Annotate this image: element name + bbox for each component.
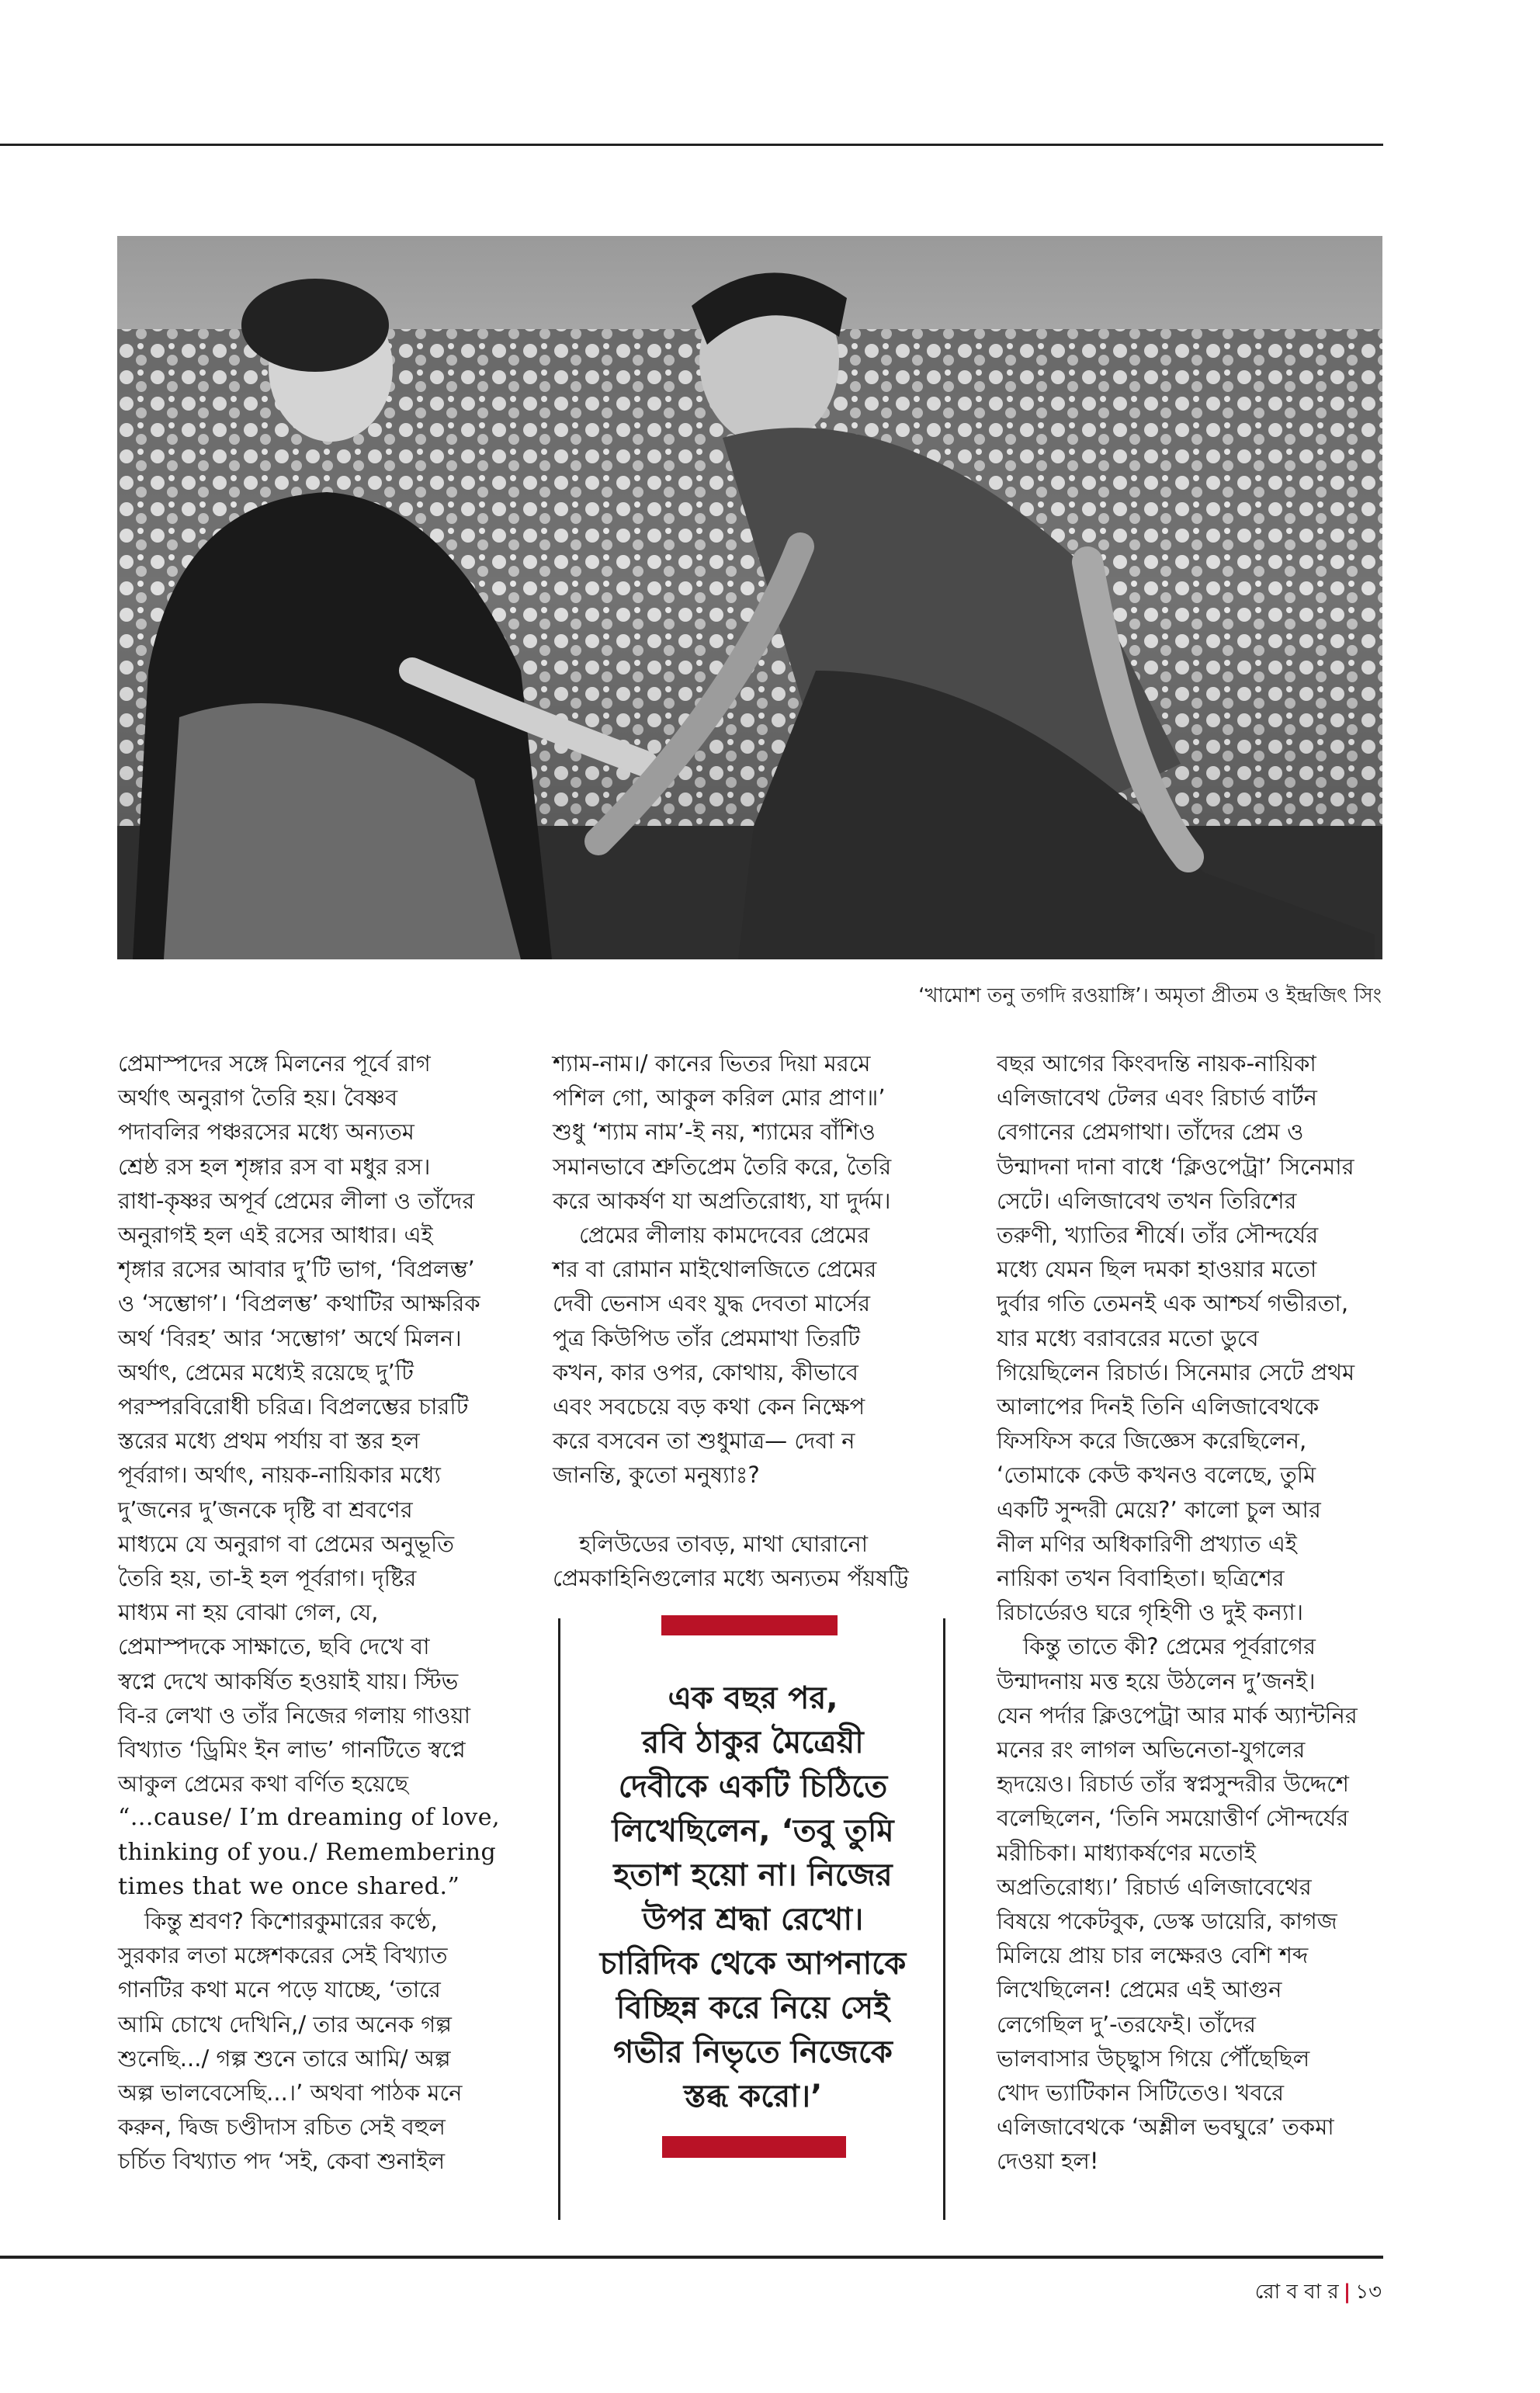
article-text-line: শ্রেষ্ঠ রস হল শৃঙ্গার রস বা মধুর রস।: [118, 1153, 431, 1180]
photo-caption: ‘খামোশ তনু তগদি রওয়াঙ্গি’। অমৃতা প্রীতম ও ইন্দ্রজিৎ সিং: [918, 984, 1382, 1007]
footer-separator: |: [1343, 2280, 1351, 2304]
article-text-line: দু’জনের দু’জনকে দৃষ্টি বা শ্রবণের: [118, 1496, 413, 1523]
article-text-line: দুর্বার গতি তেমনই এক আশ্চর্য গভীরতা,: [997, 1290, 1349, 1317]
article-text-line: অপ্রতিরোধ্য।’ রিচার্ড এলিজাবেথের: [997, 1873, 1312, 1900]
photo-couple-in-flower-field: [117, 236, 1382, 959]
article-text-line: পূর্বরাগ। অর্থাৎ, নায়ক-নায়িকার মধ্যে: [118, 1462, 441, 1489]
article-text-line: মাধ্যমে যে অনুরাগ বা প্রেমের অনুভূতি: [118, 1530, 455, 1557]
article-text-line: উন্মাদনায় মত্ত হয়ে উঠলেন দু’জনই।: [997, 1667, 1316, 1694]
article-text-line: রাধা-কৃষ্ণর অপূর্ব প্রেমের লীলা ও তাঁদের: [118, 1187, 475, 1214]
article-text-line: প্রেমাস্পদের সঙ্গে মিলনের পূর্বে রাগ: [118, 1050, 431, 1077]
article-text-line: কিন্তু শ্রবণ? কিশোরকুমারের কণ্ঠে,: [144, 1908, 438, 1934]
article-text-line: অল্প ভালবেসেছি...।’ অথবা পাঠক মনে: [118, 2079, 463, 2106]
pull-quote-line: স্তব্ধ করো।’: [683, 2079, 823, 2114]
article-text-line: বিষয়ে পকেটবুক, ডেস্ক ডায়েরি, কাগজ: [997, 1908, 1337, 1934]
magazine-name: রো ব বা র: [1254, 2280, 1339, 2304]
article-text-line: গানটির কথা মনে পড়ে যাচ্ছে, ‘তারে: [118, 1976, 441, 2003]
article-text-line: যার মধ্যে বরাবরের মতো ডুবে: [997, 1324, 1259, 1351]
article-text-line: এবং সবচেয়ে বড় কথা কেন নিক্ষেপ: [553, 1393, 865, 1420]
article-text-line: ভালবাসার উচ্ছ্বাস গিয়ে পৌঁছেছিল: [997, 2044, 1310, 2072]
article-text-line: এলিজাবেথ টেলর এবং রিচার্ড বার্টন: [997, 1084, 1317, 1112]
pull-quote-top-bar: [661, 1615, 838, 1635]
pull-quote-bottom-bar: [662, 2136, 846, 2158]
article-text-line: শুনেছি.../ গল্প শুনে তারে আমি/ অল্প: [118, 2044, 451, 2072]
article-text-line: হৃদয়েও। রিচার্ড তাঁর স্বপ্নসুন্দরীর উদ্দেশে: [997, 1770, 1349, 1798]
article-text-line: বছর আগের কিংবদন্তি নায়ক-নায়িকা: [997, 1050, 1316, 1077]
article-text-line: সেটে। এলিজাবেথ তখন তিরিশের: [997, 1187, 1297, 1214]
article-text-line: thinking of you./ Remembering: [118, 1838, 497, 1866]
column-divider: [943, 1618, 945, 2220]
article-text-line: তৈরি হয়, তা-ই হল পূর্বরাগ। দৃষ্টির: [118, 1565, 417, 1591]
pull-quote-line: দেবীকে একটি চিঠিতে: [618, 1769, 888, 1805]
article-text-line: করে বসবেন তা শুধুমাত্র— দেবা ন: [553, 1427, 855, 1455]
article-text-line: অনুরাগই হল এই রসের আধার। এই: [118, 1222, 433, 1248]
page-number: ১৩: [1355, 2280, 1382, 2304]
article-text-line: আকুল প্রেমের কথা বর্ণিত হয়েছে: [118, 1770, 409, 1798]
article-text-line: শর বা রোমান মাইথোলজিতে প্রেমের: [553, 1256, 877, 1283]
article-text-line: পদাবলির পঞ্চরসের মধ্যে অন্যতম: [118, 1118, 414, 1146]
column-divider: [558, 1618, 560, 2220]
article-text-line: বলেছিলেন, ‘তিনি সময়োত্তীর্ণ সৌন্দর্যের: [997, 1805, 1349, 1832]
article-text-line: ‘তোমাকে কেউ কখনও বলেছে, তুমি: [997, 1462, 1316, 1489]
article-text-line: রিচার্ডেরও ঘরে গৃহিণী ও দুই কন্যা।: [997, 1599, 1304, 1626]
article-text-line: লেগেছিল দু’-তরফেই। তাঁদের: [997, 2010, 1256, 2038]
article-text-line: অর্থ ‘বিরহ’ আর ‘সম্ভোগ’ অর্থে মিলন।: [118, 1324, 462, 1351]
article-text-line: নীল মণির অধিকারিণী প্রখ্যাত এই: [997, 1530, 1297, 1557]
pull-quote-line: লিখেছিলেন, ‘তবু তুমি: [612, 1813, 894, 1849]
article-text-line: গিয়েছিলেন রিচার্ড। সিনেমার সেটে প্রথম: [997, 1358, 1355, 1386]
article-text-line: নায়িকা তখন বিবাহিতা। ছত্রিশের: [997, 1565, 1285, 1591]
article-text-line: মনের রং লাগল অভিনেতা-যুগলের: [997, 1736, 1306, 1763]
article-text-line: শৃঙ্গার রসের আবার দু’টি ভাগ, ‘বিপ্রলম্ভ’: [118, 1256, 475, 1283]
article-text-line: চর্চিত বিখ্যাত পদ ‘সই, কেবা শুনাইল: [118, 2148, 446, 2175]
article-text-line: times that we once shared.”: [118, 1872, 460, 1900]
article-text-line: দেবী ভেনাস এবং যুদ্ধ দেবতা মার্সের: [553, 1290, 871, 1317]
article-text-line: জানন্তি, কুতো মনুষ্যাঃ?: [553, 1462, 760, 1489]
article-text-line: যেন পর্দার ক্লিওপেট্রা আর মার্ক অ্যান্টনির: [997, 1701, 1358, 1729]
article-text-line: স্বপ্নে দেখে আকর্ষিত হওয়াই যায়। স্টিভ: [118, 1667, 459, 1694]
article-text-line: অর্থাৎ, প্রেমের মধ্যেই রয়েছে দু’টি: [118, 1358, 414, 1386]
bottom-rule: [0, 2256, 1383, 2259]
article-text-line: সুরকার লতা মঙ্গেশকরের সেই বিখ্যাত: [118, 1942, 448, 1969]
pull-quote-line: এক বছর পর,: [668, 1680, 838, 1716]
article-text-line: হলিউডের তাবড়, মাথা ঘোরানো: [579, 1530, 869, 1557]
article-text-line: ফিসফিস করে জিজ্ঞেস করেছিলেন,: [997, 1427, 1307, 1455]
pull-quote: [571, 1677, 935, 2119]
article-text-line: মরীচিকা। মাধ্যাকর্ষণের মতোই: [997, 1839, 1256, 1866]
page-footer: [1255, 2276, 1382, 2310]
article-text-line: “...cause/ I’m dreaming of love,: [118, 1804, 501, 1832]
article-text-line: কখন, কার ওপর, কোথায়, কীভাবে: [553, 1358, 858, 1386]
article-text-line: পশিল গো, আকুল করিল মোর প্রাণ॥’: [553, 1084, 886, 1112]
article-text-line: উন্মাদনা দানা বাধে ‘ক্লিওপেট্রা’ সিনেমার: [997, 1153, 1354, 1180]
article-text-line: তরুণী, খ্যাতির শীর্ষে। তাঁর সৌন্দর্যের: [997, 1222, 1319, 1248]
article-text-line: করুন, দ্বিজ চণ্ডীদাস রচিত সেই বহুল: [118, 2114, 446, 2141]
article-text-line: করে আকর্ষণ যা অপ্রতিরোধ্য, যা দুর্দম।: [553, 1187, 891, 1214]
article-text-line: বেগানের প্রেমগাথা। তাঁদের প্রেম ও: [997, 1118, 1304, 1146]
article-text-line: শুধু ‘শ্যাম নাম’-ই নয়, শ্যামের বাঁশিও: [553, 1118, 876, 1146]
article-text-line: মধ্যে যেমন ছিল দমকা হাওয়ার মতো: [997, 1256, 1317, 1283]
pull-quote-line: বিচ্ছিন্ন করে নিয়ে সেই: [616, 1990, 890, 2026]
article-text-line: মিলিয়ে প্রায় চার লক্ষেরও বেশি শব্দ: [997, 1942, 1309, 1969]
article-text-line: পরস্পরবিরোধী চরিত্র। বিপ্রলম্ভের চারটি: [118, 1393, 469, 1420]
pull-quote-line: গভীর নিভৃতে নিজেকে: [613, 2034, 893, 2070]
article-text-line: দেওয়া হল!: [997, 2148, 1099, 2175]
pull-quote-line: উপর শ্রদ্ধা রেখো।: [642, 1902, 864, 1937]
article-text-line: প্রেমকাহিনিগুলোর মধ্যে অন্যতম পঁয়ষট্টি: [553, 1565, 909, 1591]
article-text-line: খোদ ভ্যাটিকান সিটিতেও। খবরে: [997, 2079, 1285, 2106]
article-text-line: একটি সুন্দরী মেয়ে?’ কালো চুল আর: [997, 1496, 1321, 1523]
article-text-line: এলিজাবেথকে ‘অশ্লীল ভবঘুরে’ তকমা: [997, 2114, 1334, 2141]
top-rule: [0, 144, 1383, 146]
pull-quote-line: চারিদিক থেকে আপনাকে: [599, 1946, 907, 1982]
article-text-line: আলাপের দিনই তিনি এলিজাবেথকে: [997, 1393, 1320, 1420]
article-text-line: মাধ্যম না হয় বোঝা গেল, যে,: [118, 1599, 379, 1626]
article-text-line: আমি চোখে দেখিনি,/ তার অনেক গল্প: [118, 2010, 452, 2038]
article-text-line: স্তরের মধ্যে প্রথম পর্যায় বা স্তর হল: [118, 1427, 420, 1455]
pull-quote-line: হতাশ হয়ো না। নিজের: [613, 1857, 893, 1893]
article-text-line: শ্যাম-নাম।/ কানের ভিতর দিয়া মরমে: [553, 1050, 871, 1077]
article-text-line: ও ‘সম্ভোগ’। ‘বিপ্রলম্ভ’ কথাটির আক্ষরিক: [118, 1290, 480, 1317]
pull-quote-line: রবি ঠাকুর মৈত্রেয়ী: [642, 1725, 864, 1760]
article-text-line: লিখেছিলেন! প্রেমের এই আগুন: [997, 1976, 1282, 2003]
article-text-line: বি-র লেখা ও তাঁর নিজের গলায় গাওয়া: [118, 1701, 470, 1729]
article-photo: [117, 236, 1382, 959]
article-text-line: প্রেমের লীলায় কামদেবের প্রেমের: [579, 1222, 870, 1248]
article-text-line: প্রেমাস্পদকে সাক্ষাতে, ছবি দেখে বা: [118, 1633, 430, 1660]
article-text-line: অর্থাৎ অনুরাগ তৈরি হয়। বৈষ্ণব: [118, 1084, 398, 1112]
article-text-line: বিখ্যাত ‘ড্রিমিং ইন লাভ’ গানটিতে স্বপ্নে: [118, 1736, 466, 1763]
article-text-line: সমানভাবে শ্রুতিপ্রেম তৈরি করে, তৈরি: [553, 1153, 892, 1180]
article-text-line: কিন্তু তাতে কী? প্রেমের পূর্বরাগের: [1023, 1633, 1316, 1660]
article-text-line: পুত্র কিউপিড তাঁর প্রেমমাখা তিরটি: [553, 1324, 861, 1351]
